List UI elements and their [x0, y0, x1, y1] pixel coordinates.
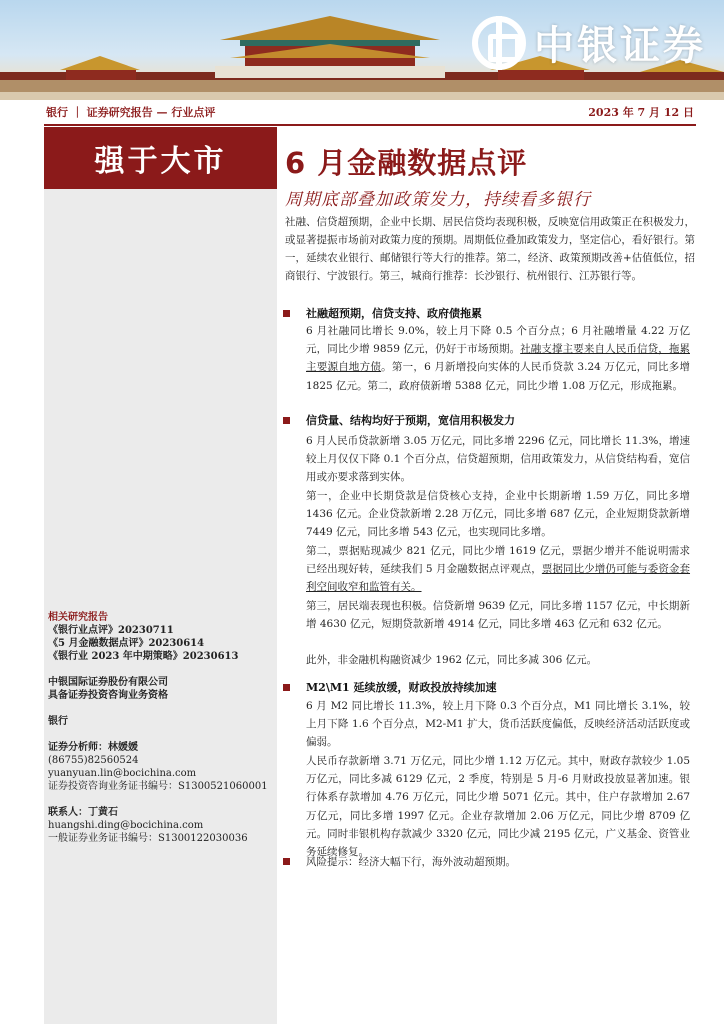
brand-name: 中银证券	[534, 23, 706, 69]
contact-cert: 一般证券业务证书编号：S1300122030036	[48, 833, 248, 844]
company-qualification: 具备证券投资咨询业务资格	[48, 690, 168, 701]
analyst-cert: 证券投资咨询业务证书编号：S1300521060001	[48, 781, 268, 792]
report-header-strip	[44, 100, 696, 126]
sidebar-info	[48, 611, 276, 845]
summary-paragraph: 社融、信贷超预期，企业中长期、居民信贷均表现积极，反映宽信用政策正在积极发力，或显著提振市场前对政策力度的预期。周期低位叠加政策发力，坚定信心，看好银行。第一，延续农业银行、邮储银行等大行的推荐。第二，经济、政策预期改善+估值低位，招商银行、宁波银行。第三，城商行推荐：长沙银行、杭州银行、江苏银行等。	[285, 216, 695, 282]
related-reports-title: 相关研究报告	[48, 612, 108, 623]
sector-label: 银行	[48, 716, 68, 727]
section-paragraph: 6 月人民币贷款新增 3.05 万亿元，同比多增 2296 亿元，同比增长 11.3%，增速较上月仅仅下降 0.1 个百分点，信贷超预期，信用政策发力，从信贷结构看，宽信用或亦要求落到实体。	[306, 435, 690, 484]
section-heading: 信贷量、结构均好于预期，宽信用积极发力	[283, 412, 515, 428]
related-report-item: 《银行业点评》20230711	[48, 625, 174, 636]
section-paragraph: 6 月 M2 同比增长 11.3%，较上月下降 0.3 个百分点，M1 同比增长 3.1%，较上月下降 1.6 个百分点，M2-M1 扩大，货币活跃度偏低，反映经济活动活跃度或偏弱。	[306, 700, 690, 749]
analyst-email: yuanyuan.lin@bocichina.com	[48, 768, 197, 779]
header-banner	[0, 0, 724, 100]
bullet-square-icon	[283, 417, 290, 424]
boc-logo-icon	[472, 16, 526, 70]
left-sidebar	[44, 127, 277, 1024]
contact-name: 联系人：丁黄石	[48, 807, 118, 818]
analyst-name: 证券分析师：林媛媛	[48, 742, 138, 753]
brand-logo	[472, 14, 706, 71]
related-report-item: 《5 月金融数据点评》20230614	[48, 638, 205, 649]
related-report-item: 《银行业 2023 年中期策略》20230613	[48, 651, 239, 662]
report-title: 6 月金融数据点评	[285, 146, 528, 180]
bullet-square-icon	[283, 310, 290, 317]
section-paragraph: 第二，票据贴现减少 821 亿元，同比少增 1619 亿元，票据少增并不能说明需求已经出现好转，延续我们 5 月金融数据点评观点，票据同比少增仍可能与委资金套利空间收窄和监管有关。	[306, 545, 691, 594]
section-heading: 社融超预期，信贷支持、政府债拖累	[283, 305, 482, 321]
section-paragraph: 第一，企业中长期贷款是信贷核心支持，企业中长期新增 1.59 万亿，同比多增 1436 亿元。企业贷款新增 2.28 万亿元，同比多增 687 亿元，企业短期贷款新增 7449 亿元，同比多增 543 亿元，也实现同比多增。	[306, 490, 690, 539]
report-subtitle: 周期底部叠加政策发力，持续看多银行	[285, 190, 591, 210]
bullet-square-icon	[283, 858, 290, 865]
bullet-square-icon	[283, 684, 290, 691]
report-date: 2023 年 7 月 12 日	[588, 106, 694, 119]
report-category: 银行 ｜ 证券研究报告 — 行业点评	[46, 106, 216, 119]
section-paragraph: 人民币存款新增 3.71 万亿元，同比少增 1.12 万亿元。其中，财政存款较少 1.05 万亿元，同比多减 6129 亿元，2 季度，特别是 5 月-6 月财政投放显著加速。银行体系存款增加 4.76 万亿元，同比少增 5071 亿元。其中，住户存款增加 2.67 万亿元，同比多增 1997 亿元。企业存款增加 2.06 万亿元，同比少增 8709 亿元。同时非银机构存款减少 3320 亿元，同比少减 2195 亿元，广义基金、资管业务延续修复。	[306, 755, 690, 859]
contact-email: huangshi.ding@bocichina.com	[48, 820, 204, 831]
rating-badge: 强于大市	[44, 127, 277, 189]
analyst-phone: (86755)82560524	[48, 755, 139, 766]
section-heading: M2\M1 延续放缓，财政投放持续加速	[283, 679, 497, 695]
section-paragraph: 第三，居民端表现也积极。信贷新增 9639 亿元，同比多增 1157 亿元，中长期新增 4630 亿元，短期贷款新增 4914 亿元，同比多增 463 亿元和 632 亿元。	[306, 600, 690, 631]
section-paragraph: 6 月社融同比增长 9.0%，较上月下降 0.5 个百分点；6 月社融增量 4.22 万亿元，同比少增 9859 亿元，仍好于市场预期。社融支撑主要来自人民币信贷，拖累主要源自地方债。第一，6 月新增投向实体的人民币贷款 3.24 万亿元，同比多增 1825 亿元。第二，政府债新增 5388 亿元，同比少增 1.08 万亿元，形成拖累。	[306, 325, 691, 392]
section-paragraph: 此外，非金融机构融资减少 1962 亿元，同比多减 306 亿元。	[306, 654, 598, 666]
risk-warning: 风险提示：经济大幅下行，海外波动超预期。	[283, 854, 516, 869]
company-name: 中银国际证券股份有限公司	[48, 677, 168, 688]
